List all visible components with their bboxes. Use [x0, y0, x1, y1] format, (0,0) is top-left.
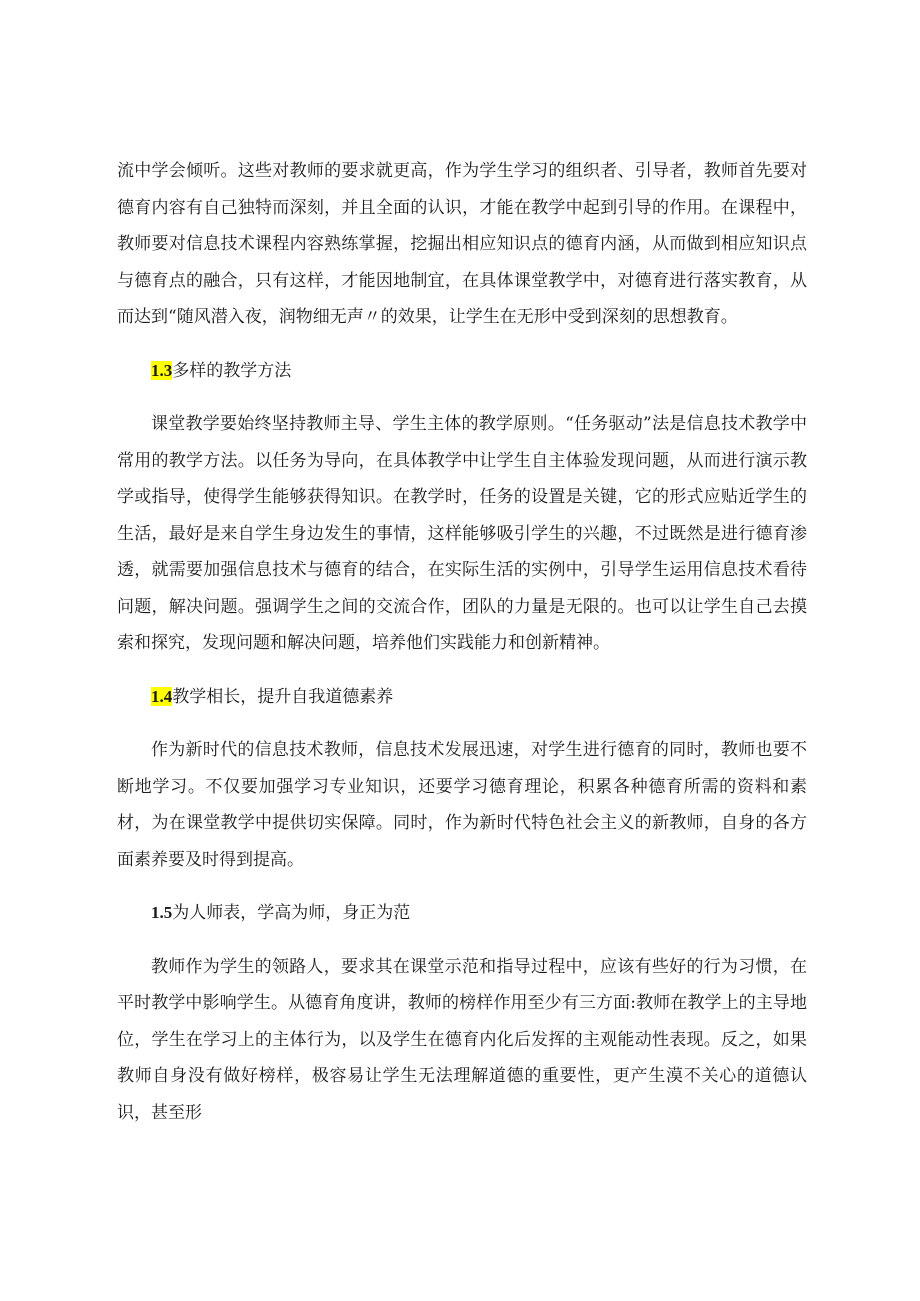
spacer	[117, 878, 807, 895]
spacer	[117, 932, 807, 949]
section-number: 1.5	[151, 903, 173, 922]
body-paragraph: 流中学会倾听。这些对教师的要求就更高，作为学生学习的组织者、引导者，教师首先要对德育内容有自己独特而深刻，并且全面的认识，才能在教学中起到引导的作用。在课程中，教师要对信息技术课程内容熟练掌握，挖掘出相应知识点的德育内涵，从而做到相应知识点与德育点的融合，只有这样，才能因地制宜，在具体课堂教学中，对德育进行落实教育，从而达到“随风潜入夜，润物细无声〃的效果，让学生在无形中受到深刻的思想教育。	[117, 161, 807, 327]
section-number: 1.4	[151, 686, 173, 706]
spacer	[117, 389, 807, 406]
section-title: 教学相长，提升自我道德素养	[172, 686, 394, 707]
spacer	[117, 662, 807, 679]
section-heading-1-5	[117, 895, 807, 932]
spacer	[117, 336, 807, 353]
section-number: 1.3	[151, 360, 173, 380]
body-paragraph: 课堂教学要始终坚持教师主导、学生主体的教学原则。“任务驱动”法是信息技术教学中常用的教学方法。以任务为导向，在具体教学中让学生自主体验发现问题，从而进行演示教学或指导，使得学生能够获得知识。在教学时，任务的设置是关键，它的形式应贴近学生的生活，最好是来自学生身边发生的事情，这样能够吸引学生的兴趣，不过既然是进行德育渗透，就需要加强信息技术与德育的结合，在实际生活的实例中，引导学生运用信息技术看待问题，解决问题。强调学生之间的交流合作，团队的力量是无限的。也可以让学生自己去摸索和探究，发现问题和解决问题，培养他们实践能力和创新精神。	[117, 414, 807, 653]
section-title: 多样的教学方法	[172, 360, 292, 381]
body-paragraph: 作为新时代的信息技术教师，信息技术发展迅速，对学生进行德育的同时，教师也要不断地学习。不仅要加强学习专业知识，还要学习德育理论，积累各种德育所需的资料和素材，为在课堂教学中提供切实保障。同时，作为新时代特色社会主义的新教师，自身的各方面素养要及时得到提高。	[117, 740, 807, 870]
section-title: 为人师表，学高为师，身正为范	[172, 903, 411, 923]
spacer	[117, 715, 807, 732]
body-paragraph: 教师作为学生的领路人，要求其在课堂示范和指导过程中，应该有些好的行为习惯，在平时教学中影响学生。从德育角度讲，教师的榜样作用至少有三方面:教师在教学上的主导地位，学生在学习上的主体行为，以及学生在德育内化后发挥的主观能动性表现。反之，如果教师自身没有做好榜样，极容易让学生无法理解道德的重要性，更产生漠不关心的道德认识，甚至形	[117, 956, 807, 1123]
section-heading-1-3	[117, 353, 807, 390]
section-heading-1-4	[117, 679, 807, 716]
document-page	[117, 153, 807, 1131]
